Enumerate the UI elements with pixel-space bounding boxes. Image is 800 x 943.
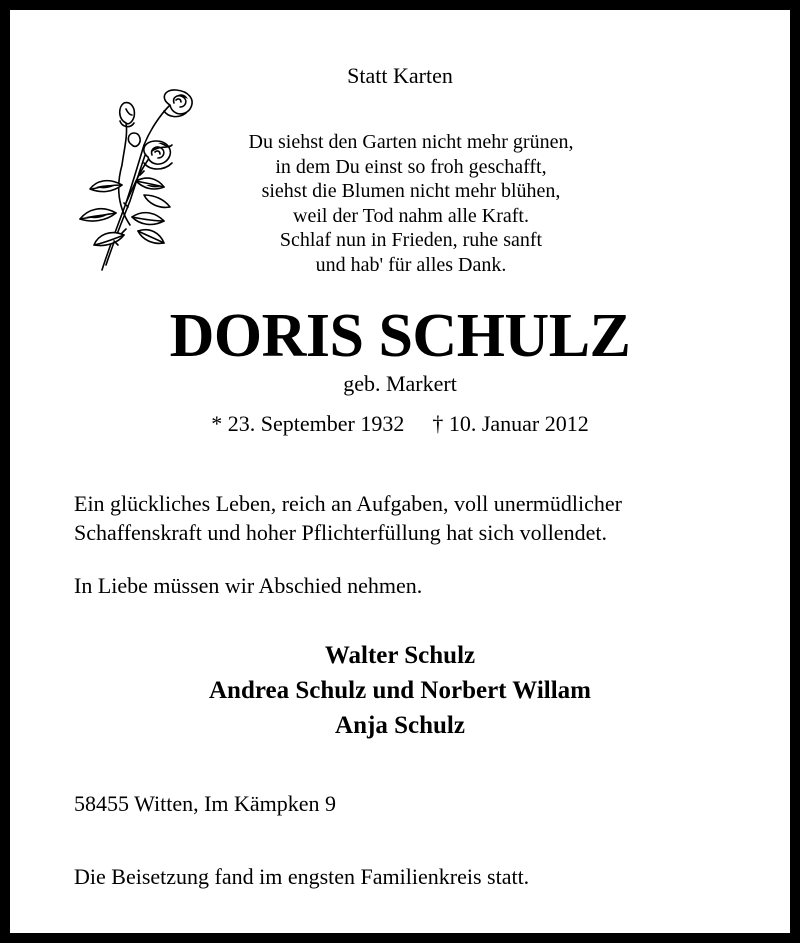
- memorial-poem: [205, 130, 617, 278]
- poem-line: und hab' für alles Dank.: [315, 253, 507, 276]
- poem-line: Du siehst den Garten nicht mehr grünen,: [248, 131, 574, 153]
- birth-name: geb. Markert: [343, 371, 457, 396]
- death-date: † 10. Januar 2012: [432, 411, 589, 436]
- tribute-paragraph: [74, 489, 754, 547]
- poem-line: siehst die Blumen nicht mehr blühen,: [261, 180, 561, 203]
- family-address: 58455 Witten, Im Kämpken 9: [74, 791, 337, 816]
- mourner-name: Andrea Schulz und Norbert Willam: [209, 677, 591, 704]
- poem-line: Schlaf nun in Frieden, ruhe sanft: [279, 229, 543, 252]
- mourners-list: [10, 638, 790, 743]
- birth-date: * 23. September 1932: [211, 411, 405, 436]
- funeral-note: Die Beisetzung fand im engsten Familienkreis statt.: [74, 864, 530, 889]
- tribute-line: Ein glückliches Leben, reich an Aufgaben, voll unermüdlicher: [74, 491, 622, 516]
- farewell-text: In Liebe müssen wir Abschied nehmen.: [74, 573, 423, 598]
- poem-line: in dem Du einst so froh geschafft,: [275, 155, 547, 178]
- deceased-name: DORIS SCHULZ: [169, 302, 631, 370]
- rose-illustration: [60, 85, 195, 275]
- poem-line: weil der Tod nahm alle Kraft.: [293, 204, 529, 227]
- mourner-name: Anja Schulz: [335, 712, 465, 739]
- mourner-name: Walter Schulz: [324, 642, 476, 669]
- tribute-line: Schaffenskraft und hoher Pflichterfüllung hat sich vollendet.: [74, 520, 607, 545]
- header-text: Statt Karten: [347, 63, 453, 88]
- life-dates: [10, 410, 790, 438]
